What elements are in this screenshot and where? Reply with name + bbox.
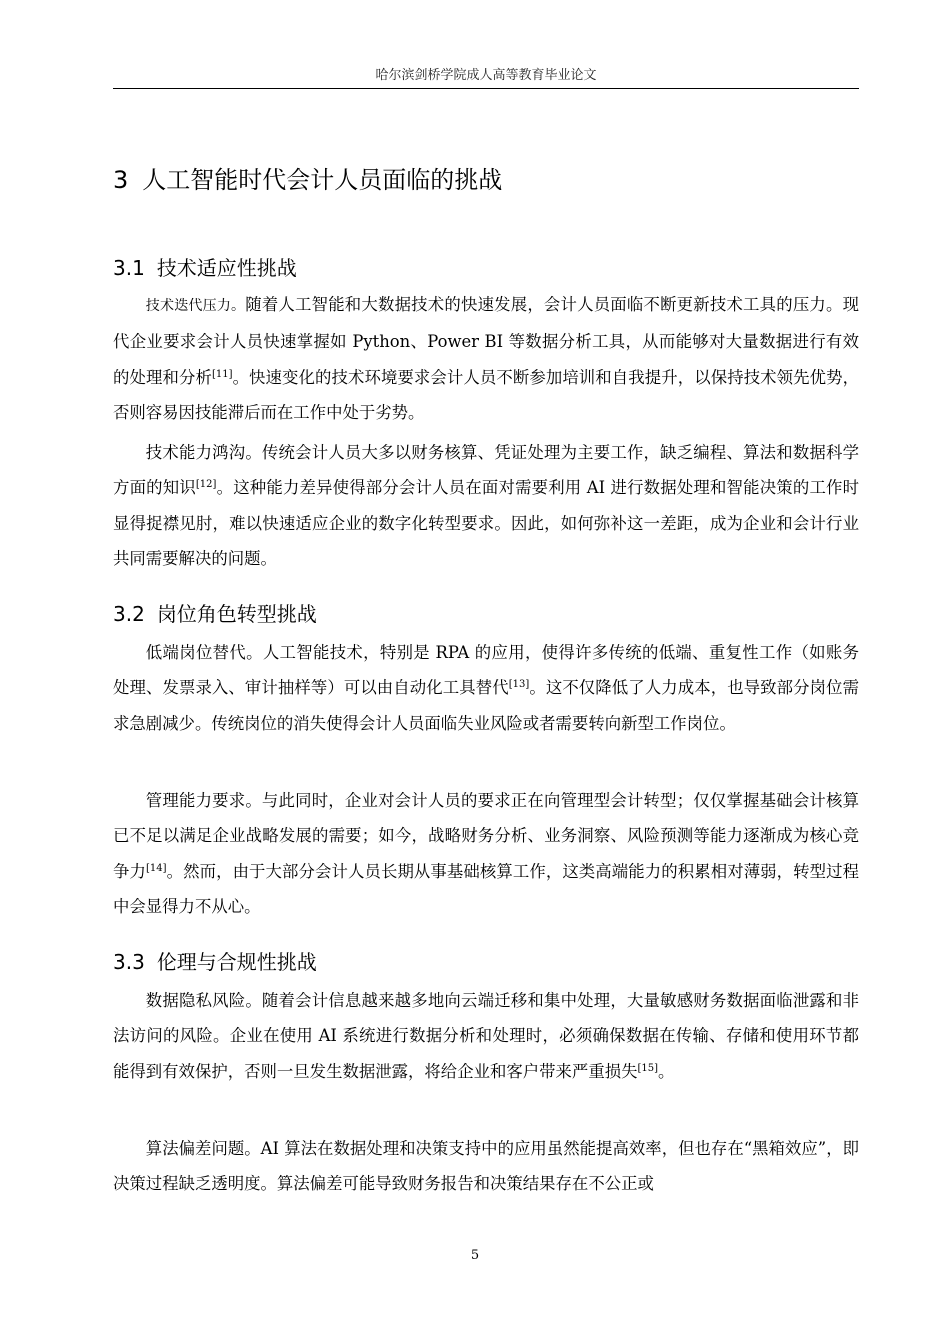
paragraph-text: 技术能力鸿沟。传统会计人员大多以财务核算、凭证处理为主要工作，缺乏编程、算法和数据科学方面的知识 (113, 443, 859, 498)
header-rule (113, 88, 859, 89)
section-title: 技术适应性挑战 (156, 256, 297, 280)
paragraph (113, 635, 859, 741)
paragraph-lead: 技术迭代压力。 (145, 298, 246, 314)
page-number: 5 (470, 1248, 480, 1263)
citation: [11] (211, 368, 233, 380)
paragraph (113, 287, 859, 430)
paragraph (113, 783, 859, 924)
section-number: 3.3 (113, 950, 145, 974)
paragraph-text: 。快速变化的技术环境要求会计人员不断参加培训和自我提升，以保持技术领先优势，否则容易因技能滞后而在工作中处于劣势。 (113, 367, 860, 422)
section-title: 伦理与合规性挑战 (156, 950, 317, 974)
paragraph-text: 。 (658, 1061, 675, 1081)
paragraph (113, 1131, 859, 1202)
paragraph (113, 435, 859, 576)
section-heading-3-3 (113, 946, 317, 975)
chapter-heading (113, 160, 502, 195)
citation: [14] (145, 862, 167, 874)
section-heading-3-2 (113, 598, 317, 627)
paragraph-text: 随着人工智能和大数据技术的快速发展，会计人员面临不断更新技术工具的压力。现代企业要求会计人员快速掌握如 Python、Power BI 等数据分析工具，从而能够对大量数据进行有效的处理和分析 (113, 295, 860, 387)
section-number: 3.2 (113, 602, 145, 626)
section-number: 3.1 (113, 256, 145, 280)
paragraph-text: 管理能力要求。与此同时，企业对会计人员的要求正在向管理型会计转型；仅仅掌握基础会计核算已不足以满足企业战略发展的需要；如今，战略财务分析、业务洞察、风险预测等能力逐渐成为核心竞争力 (113, 791, 859, 881)
citation: [15] (637, 1062, 659, 1074)
section-title: 岗位角色转型挑战 (156, 602, 317, 626)
citation: [12] (195, 479, 217, 491)
citation: [13] (508, 679, 530, 691)
paragraph-text: 算法偏差问题。AI 算法在数据处理和决策支持中的应用虽然能提高效率，但也存在“黑箱效应”，即决策过程缺乏透明度。算法偏差可能导致财务报告和决策结果存在不公正或 (113, 1139, 859, 1194)
chapter-number: 3 (113, 166, 129, 194)
paragraph (113, 983, 859, 1089)
chapter-title: 人工智能时代会计人员面临的挑战 (142, 166, 503, 194)
section-heading-3-1 (113, 252, 297, 281)
paragraph-text: 。然而，由于大部分会计人员长期从事基础核算工作，这类高端能力的积累相对薄弱，转型过程中会显得力不从心。 (113, 861, 860, 916)
paragraph-text: 低端岗位替代。人工智能技术，特别是 RPA 的应用，使得许多传统的低端、重复性工作（如账务处理、发票录入、审计抽样等）可以由自动化工具替代 (113, 643, 859, 698)
running-header: 哈尔滨剑桥学院成人高等教育毕业论文 (375, 68, 597, 83)
paragraph-text: 。这不仅降低了人力成本，也导致部分岗位需求急剧减少。传统岗位的消失使得会计人员面临失业风险或者需要转向新型工作岗位。 (113, 678, 860, 733)
paragraph-text: 数据隐私风险。随着会计信息越来越多地向云端迁移和集中处理，大量敏感财务数据面临泄露和非法访问的风险。企业在使用 AI 系统进行数据分析和处理时，必须确保数据在传输、存储和使用环节都能得到有效保护，否则一旦发生数据泄露，将给企业和客户带来严重损失 (113, 991, 859, 1081)
paragraph-text: 。这种能力差异使得部分会计人员在面对需要利用 AI 进行数据处理和智能决策的工作时显得捉襟见肘，难以快速适应企业的数字化转型要求。因此，如何弥补这一差距，成为企业和会计行业共同需要解决的问题。 (113, 478, 860, 568)
